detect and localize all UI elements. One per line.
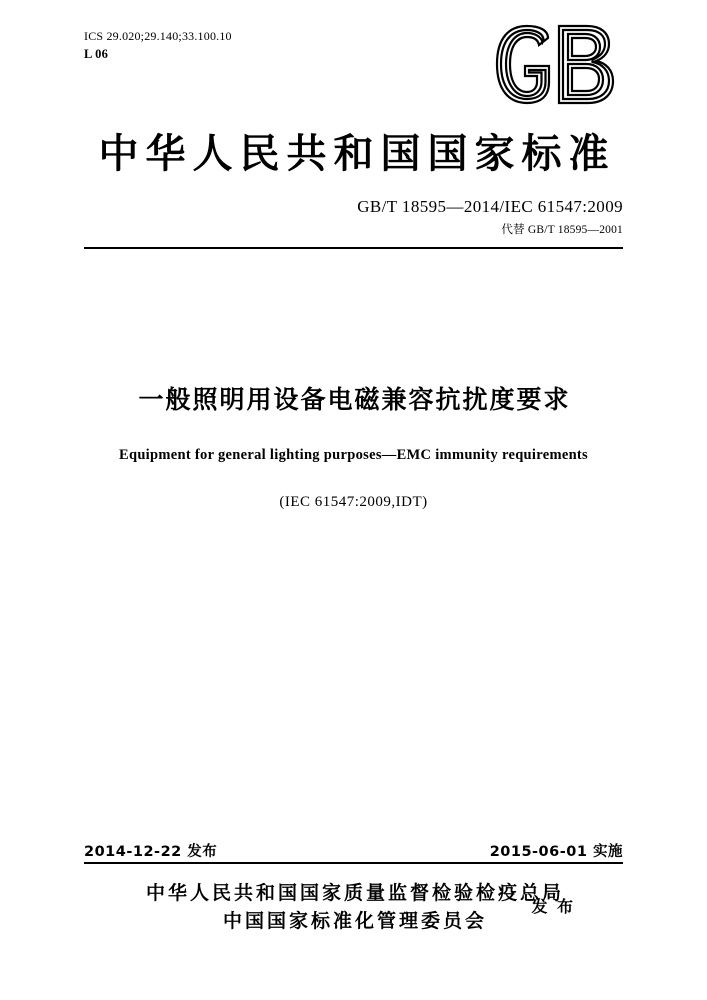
document-title-english: Equipment for general lighting purposes—EMC immunity requirements xyxy=(118,447,589,463)
issuer-line-2: 中国国家标准化管理委员会 xyxy=(222,909,487,932)
gb-emblem-icon xyxy=(491,22,621,107)
standard-number: GB/T 18595—2014/IEC 61547:2009 xyxy=(357,197,623,216)
effective-date: 2015-06-01 实施 xyxy=(489,844,623,860)
ics-number: ICS 29.020;29.140;33.100.10 xyxy=(84,29,232,43)
issuer-block xyxy=(0,880,707,935)
ics-classification-block xyxy=(84,28,232,63)
divider-top xyxy=(84,247,623,249)
document-title-chinese: 一般照明用设备电磁兼容抗扰度要求 xyxy=(138,385,571,414)
divider-bottom xyxy=(84,862,623,864)
issue-date: 2014-12-22 发布 xyxy=(84,844,218,860)
standard-replaces: 代替 GB/T 18595—2001 xyxy=(501,224,623,236)
publish-label: 发 布 xyxy=(531,897,576,916)
national-standard-heading: 中华人民共和国国家标准 xyxy=(98,131,616,177)
document-equivalence-note: (IEC 61547:2009,IDT) xyxy=(279,494,428,510)
issuer-line-1: 中华人民共和国国家质量监督检验检疫总局 xyxy=(145,882,564,904)
ics-category-code: L 06 xyxy=(84,47,109,62)
